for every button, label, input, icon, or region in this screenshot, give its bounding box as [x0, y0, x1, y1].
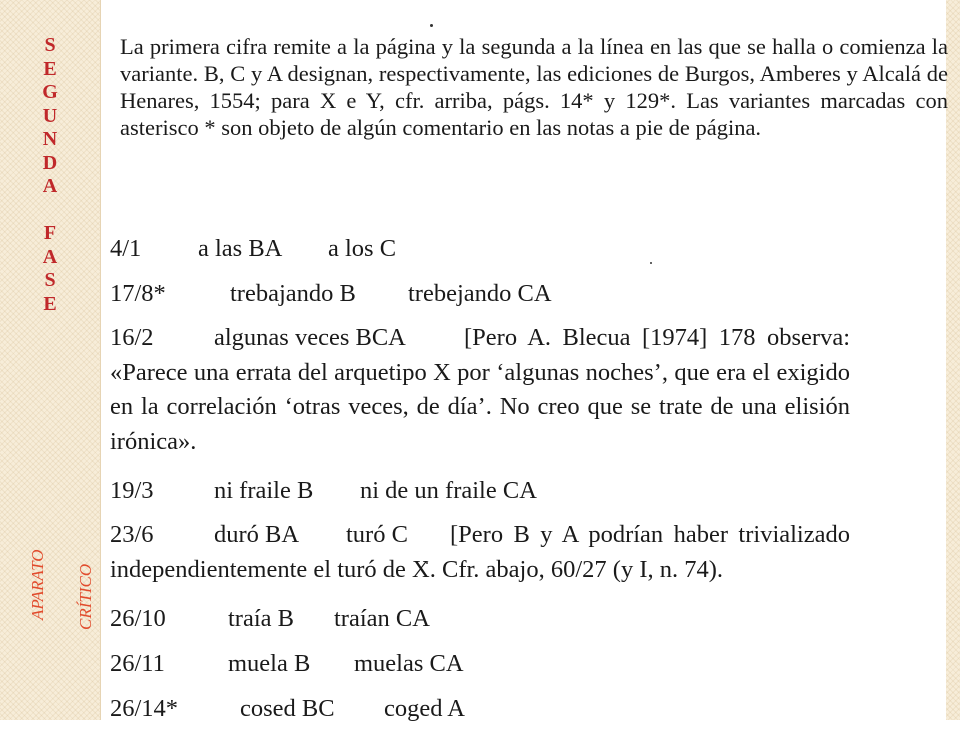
scan-speck	[430, 24, 433, 27]
entry-reading-2: turó C	[346, 521, 408, 548]
entry-ref: 26/11	[110, 650, 165, 677]
entry-reading-1: cosed BC	[240, 695, 335, 722]
entry-reading-1: muela B	[228, 650, 311, 677]
title-letter: G	[42, 81, 58, 103]
entry-reading-1: trebajando B	[230, 280, 356, 307]
intro-paragraph: La primera cifra remite a la página y la segunda a la línea en las que se halla o comienza la variante. B, C y A designan, respectivamente, las ediciones de Burgos, Amberes y Alcalá de Henares, 1554; para X e Y, cfr. arriba, págs. 14* y 129*. Las variantes marcadas con asterisco * son objeto de algún comentario en las notas a pie de página.	[120, 34, 948, 140]
title-letter: U	[42, 104, 58, 127]
entry-reading-1: duró BA	[214, 521, 300, 548]
title-letter: E	[43, 57, 57, 80]
entry-reading-2: trebejando CA	[408, 280, 552, 307]
entry-note: [Pero A. Blecua [1974] 178 observa: «Parece una errata del arquetipo X por ‘algunas noches’, que era el exigido en la correlación ‘otras veces, de día’. No creo que se trate de una elisión irónica».	[110, 324, 850, 455]
title-letter: S	[44, 34, 56, 56]
entry-reading-1: traía B	[228, 605, 294, 632]
title-gap	[38, 199, 62, 223]
entry-ref: 23/6	[110, 521, 154, 548]
entry-ref: 26/10	[110, 605, 166, 632]
entry-reading-2: a los C	[328, 235, 397, 262]
entry-ref: 4/1	[110, 235, 142, 262]
variant-entry	[110, 226, 850, 271]
entry-reading-1: a las BA	[198, 235, 283, 262]
entry-reading-1: ni fraile B	[214, 477, 314, 504]
variant-entry	[110, 596, 850, 641]
title-letter: S	[44, 269, 56, 291]
title-letter: D	[42, 151, 58, 174]
entry-ref: 19/3	[110, 477, 154, 504]
rotated-label-aparato: APARATO	[28, 549, 47, 620]
variant-entry	[110, 518, 850, 587]
rotated-label-critico: CRÍTICO	[76, 563, 95, 630]
entry-reading-2: ni de un fraile CA	[360, 477, 537, 504]
variant-entry	[110, 686, 850, 731]
title-letter: F	[43, 222, 57, 244]
entry-reading-2: traían CA	[334, 605, 430, 632]
vertical-title	[38, 34, 62, 316]
entry-reading-2: coged A	[384, 695, 465, 722]
entry-note: [Pero B y A podrían haber trivializado independientemente el turó de X. Cfr. abajo, 60/27 (y I, n. 74).	[110, 521, 850, 583]
title-letter: N	[42, 128, 58, 150]
title-letter: A	[42, 175, 58, 197]
entry-ref: 26/14*	[110, 695, 179, 722]
variant-list	[110, 226, 850, 731]
entry-reading-2: muelas CA	[354, 650, 464, 677]
right-edge-band	[946, 0, 960, 720]
title-letter: A	[42, 245, 58, 268]
title-letter: E	[43, 292, 57, 315]
variant-entry	[110, 271, 850, 316]
variant-entry	[110, 468, 850, 513]
variant-entry	[110, 321, 850, 459]
scanned-page	[100, 0, 946, 720]
entry-reading-1: algunas veces BCA	[214, 324, 406, 351]
variant-entry	[110, 641, 850, 686]
entry-ref: 17/8*	[110, 280, 166, 307]
entry-ref: 16/2	[110, 324, 154, 351]
